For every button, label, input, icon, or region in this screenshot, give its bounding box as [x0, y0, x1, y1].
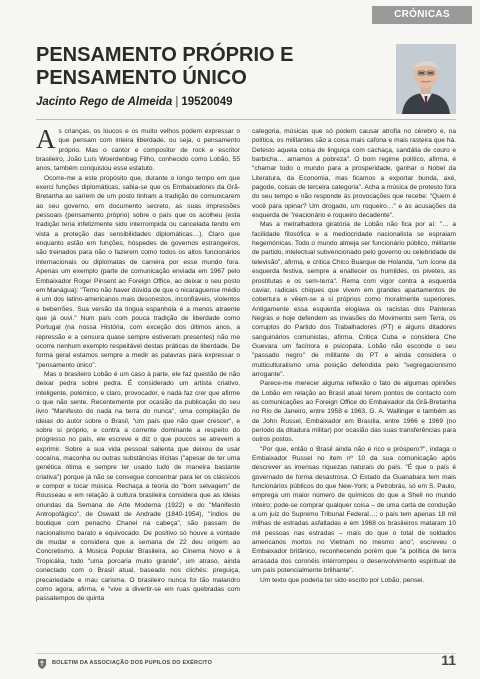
- paragraph: Mas a metralhadora giratória de Lobão não fica por aí: "… a facilidade filosófica e a mediocridade nacionalista se espraiam hegemónicas. Todo o mundo almeja ser funcionário público, militante de partido, intelectual subvencionado pelo governo ou celebridade de televisão", afirma, e critica Chico Buarque de Holanda, "um ícone da esquerda festiva, sempre a enaltecer os humildes, os pivetes, as prostitutas e os sem-terra". Rema com vigor contra a esquerda caviar, radicais chiques que vivem em grandes apartamentos de cobertura e vêem-se a si próprios como moralmente superiores. Antigamente essa esquerda elogiava os racistas dos Panteras Negras e hoje defendem as invasões do Movimento sem Terra, os corruptos do Partido dos Trabalhadores (PT) e alguns ditadores sanguinários comunistas, afirma. Critica Cuba e considera Che Guevara um facínora e psicopata. Lobão não esconde o seu "passado negro" de militante do PT e ainda considera o multiculturalismo uma posição defendida pelo "segregacionismo arrogante".: [252, 221, 456, 378]
- footer-divider: [36, 653, 456, 654]
- article-column-right: [252, 127, 456, 585]
- publication-name: BOLETIM DA ASSOCIAÇÃO DOS PUPILOS DO EXÉRCITO: [52, 660, 213, 666]
- author-id: 19520049: [181, 96, 233, 108]
- author-separator: |: [175, 96, 179, 108]
- paragraph: Parece-me merecer alguma reflexão o fato de algumas opiniões de Lobão em relação ao Brasil atual terem pontos de contacto com as comunicações ao Foreign Office do Embaixador da Grã-Bretanha no Rio de Janeiro, entre 1958 e 1963, G. A. Wallinger e também as de John Russel, Embaixador em Brasília, entre 1966 e 1969 (no período da ditadura militar) por ocasião das suas transferências para outros postos.: [252, 380, 456, 444]
- author-name: Jacinto Rego de Almeida: [36, 96, 173, 108]
- paragraph: "Por que, então o Brasil ainda não é rico e próspero?", indaga o Embaixador Russel no item nº 10 da sua comunicação após descrever as imensas riquezas naturais do país. "É que o país é governado de forma desastrosa. O Estado da Guanabara tem mais funcionários públicos do que New-York; a Petrobrás, só em S. Paulo, emprega um maior número de químicos do que a Shell no mundo inteiro; pode-se comprar qualquer coisa – de uma carta de condução a um juiz do Supremo Tribunal Federal…; o país tem apenas 18 mil milhas de estradas asfaltadas e em 1968 os brasileiros mataram 10 mil pessoas nas estradas – mais do que o total de soldados americanos mortos no Vietnam no mesmo ano", escreveu o Embaixador britânico, reconhecendo porém que "a política de terra arrasada dos coronéis interrompeu o desenvolvimento espiritual de um país potencialmente brilhante".: [252, 445, 456, 575]
- paragraph: Mas o brasileiro Lobão é um caso à parte, ele faz questão de não deixar pedra sobre pedra. É considerado um artista criativo, inteligente, polémico, e claro, provocador, e nada faz crer que afirme o que não sente. Recentemente por ocasião da publicação do seu livro "Manifesto do nada na terra do nunca", uma compilação de ideias do autor sobre o Brasil, "um país que não quer crescer", e sobre si próprio, e contra a corrente dominante a respeito do progresso no país, ele escreve e diz o que poucos se atrevem a exprimir. Sobre a sua vida pessoal salienta que deixou de usar cocaína, maconha ou outras substâncias ilícitas ("apesar de ter uma genética ótima e sempre ter usado tudo de maneira bastante criativa") porque já não se consegue concentrar para ler os clássicos e compor e tocar música. Rechaça a teoria do "bom selvagem" de Rousseau e em relação à cultura brasileira considera que as ideias oriundas da Semana de Arte Moderna (1922) e do "Manifesto Antropofágico", de Oswald de Andrade (1840-1954), "índios de boutique com penacho Chanel na cabeça", são passam de nacionalismo barato e equivocado. De positivo só houve a vontade de mudar e considera que a semana de 22 deu origem ao Concretismo, à Música Popular Brasileira, ao Cinema Novo e à Tropicália, tudo "uma porcaria muito grande", um atraso, ainda conectado com o Brasil atual, baseado nos clichés: preguiça, precariedade e mau carisma. O brasileiro nunca foi tão malandro como agora, afirma, e "vive a divertir-se em ruas quebradas com passatempos de quinta: [36, 370, 240, 603]
- page-number: 11: [441, 652, 456, 668]
- paragraph: Um texto que poderia ter sido escrito por Lobão, pensei.: [260, 576, 425, 584]
- paragraph-text: s crianças, os loucos e os muito velhos podem expressar o que pensam com inteira liberdade, ou seja, o pensamento próprio. Mas o cantor e compositor de rock e escritor brasileiro, João Luís Woerdenbag Filho, conhecido como Lobão, 55 anos, também conquistou esse estatuto.: [36, 128, 240, 173]
- article-title: PENSAMENTO PRÓPRIO E PENSAMENTO ÚNICO: [36, 44, 294, 89]
- paragraph: categoria, músicas que só podem causar atrofia no cérebro e, na política, os militantes são a coisa mais cafona e mais rasteira que há. Detesto aquela coisa de linguiça com cachaça, sandália de couro e barbicha… amamos a pobreza". O bom regime político, afirma, é "chamar todo o mundo para a prosperidade, ganhar o Nobel da Literatura, da Economia, mas ficamos a exportar bunda, axé, pagode, coisas de terceira categoria". Acha a música de protesto fora do seu tempo e não responde às provocações que recebe: "Quem é você para opinar? Um drogado, um roqueiro…" e às acusações da esquerda de "reacionário e roqueiro decadente".: [252, 128, 456, 220]
- author-portrait-icon: [396, 44, 456, 114]
- author-line: [36, 96, 366, 108]
- header-divider: [36, 119, 456, 120]
- association-emblem-icon: [36, 657, 48, 669]
- section-tab: CRÓNICAS: [372, 6, 472, 24]
- paragraph: Ocorre-me a este propósito que, durante o longo tempo em que exerci funções diplomáticas, sabia-se que os Embaixadores da Grã-Bretanha ao saírem de um posto tinham a tradição de comunicarem ao seu governo, em documento secreto, as suas impressões pessoais (pensamento próprio) sobre o país que os acolheu (esta tradição teria infelizmente sido interrompida ou cancelada tendo em vista a proteção das sensibilidades diplomáticas…). Claro que enquanto estão em funções, hóspedes de governos estrangeiros, são treinados para não o fazerem como todos os altos funcionários internacionais ou diplomatas de carreira por esse mundo fora. Apenas um exemplo (parte de comunicação enviada em 1967 pelo Embaixador Roger Pinsent ao Foreign Office, ao deixar o seu posto em Manágua): "Temo não haver dúvida de que o nicaraguense médio é um dos latino-americanos mais desonestos, inconfiáveis, violentos e beberrões. Sua versão da língua espanhola é a menos atraente que já ouvi." Num país com pouca tradição de liberdade como Portugal (na nossa História, com exceção dos últimos anos, a repressão e a censura quase sempre estiveram presentes) não me ocorre nenhum exemplo respeitável destas práticas de liberdade. De forma geral estamos sempre a medir as palavras para expressar o "pensamento único".: [36, 174, 240, 369]
- drop-cap: A: [36, 124, 56, 154]
- article-column-left: [36, 124, 240, 604]
- paragraph: [36, 124, 240, 174]
